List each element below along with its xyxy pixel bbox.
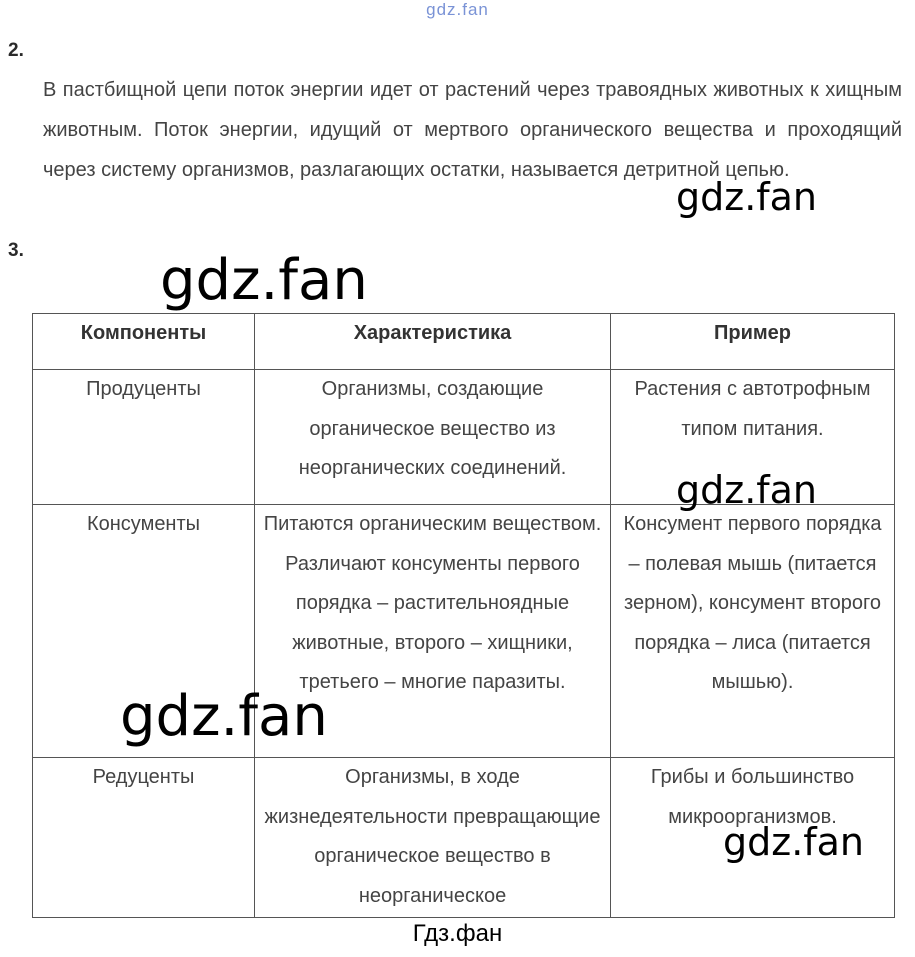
table-cell: Организмы, создающие органическое вещество из неорганических соединений. xyxy=(255,370,611,505)
table-cell: Консументы xyxy=(33,505,255,758)
table-header-row xyxy=(33,314,895,370)
table-cell: Продуценты xyxy=(33,370,255,505)
task-2-number: 2. xyxy=(8,40,24,61)
watermark-text: gdz.fan xyxy=(676,468,818,512)
header-components: Компоненты xyxy=(33,314,255,370)
task-3-number: 3. xyxy=(8,240,24,261)
header-watermark: gdz.fan xyxy=(426,0,489,19)
watermark-text: gdz.fan xyxy=(160,248,368,313)
watermark-text: gdz.fan xyxy=(676,175,818,219)
task-2-paragraph: В пастбищной цепи поток энергии идет от растений через травоядных животных к хищным животным. Поток энергии, идущий от мертвого органического вещества и проходящий через систему организмов, разлагающих остатки, называется детритной цепью. xyxy=(43,79,902,181)
ecosystem-components-table xyxy=(32,313,895,918)
footer-site-name: Гдз.фан xyxy=(412,920,503,947)
table-row xyxy=(33,370,895,505)
watermark-text: gdz.fan xyxy=(723,820,865,864)
table-cell: Питаются органическим веществом. Различают консументы первого порядка – растительноядные животные, второго – хищники, третьего – многие паразиты. xyxy=(255,505,611,758)
header-example: Пример xyxy=(611,314,895,370)
table-cell: Редуценты xyxy=(33,758,255,918)
table-row xyxy=(33,758,895,918)
table-cell: Консумент первого порядка – полевая мышь (питается зерном), консумент второго порядка – лиса (питается мышью). xyxy=(611,505,895,758)
table-cell: Грибы и большинство микроорганизмов. xyxy=(611,758,895,918)
header-characteristic: Характеристика xyxy=(255,314,611,370)
table-row xyxy=(33,505,895,758)
watermark-text: gdz.fan xyxy=(120,684,328,749)
table-cell: Организмы, в ходе жизнедеятельности превращающие органическое вещество в неорганическое xyxy=(255,758,611,918)
table-cell: Растения с автотрофным типом питания. xyxy=(611,370,895,505)
